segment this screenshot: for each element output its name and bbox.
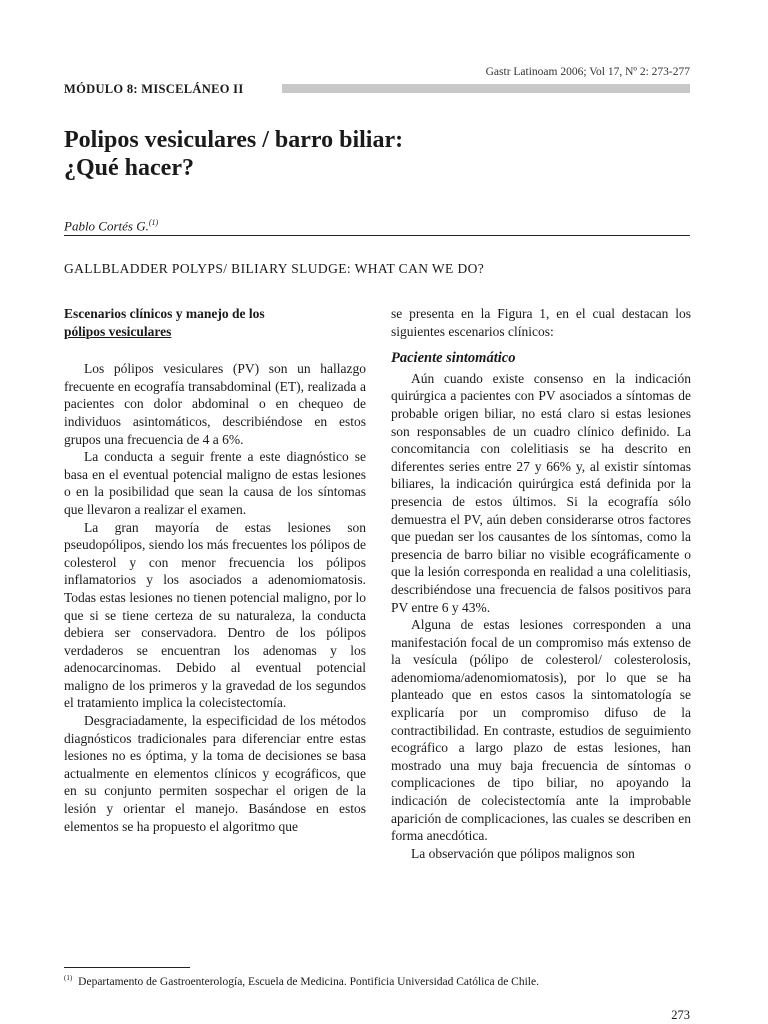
author-note-marker: (1) (148, 218, 159, 227)
module-banner (64, 82, 690, 98)
footnote-text: Departamento de Gastroenterología, Escuela de Medicina. Pontificia Universidad Católica de Chile. (78, 975, 539, 988)
paragraph: La conducta a seguir frente a este diagnóstico se basa en el eventual potencial maligno de estas lesiones o en la posibilidad que sean la causa de los síntomas que llevaron a realizar el examen. (64, 449, 366, 517)
author-name: Pablo Cortés G. (64, 218, 149, 234)
right-column (391, 305, 691, 862)
article-title (64, 126, 704, 182)
paragraph-continuation: se presenta en la Figura 1, en el cual destacan los siguientes escenarios clínicos: (391, 306, 691, 339)
english-title: GALLBLADDER POLYPS/ BILIARY SLUDGE: WHAT CAN WE DO? (64, 261, 485, 276)
module-bar (282, 84, 690, 93)
footnote-marker: (1) (64, 974, 73, 982)
left-column (64, 305, 366, 835)
page-number: 273 (671, 1008, 690, 1022)
article-title-line1: Polipos vesiculares / barro biliar: (64, 127, 404, 153)
paragraph: Aún cuando existe consenso en la indicación quirúrgica a pacientes con PV asociados a síntomas de probable origen biliar, no está claro si estas lesiones son responsables de un cuadro clínico definido. La concomitancia con colelitiasis se ha descrito en diferentes series entre 27 y 66% y, al existir síntomas biliares, la indicación quirúrgica está definida por la presencia de estos últimos. Si la ecografía sólo demuestra el PV, aún deben considerarse otros factores que puedan ser los causantes de los síntomas, como la presencia de barro biliar no visible ecográficamente o que la lesión corresponda en realidad a una colelitiasis, describiéndose una frecuencia de falsos positivos para PV entre 6 y 43%. (391, 370, 691, 615)
section-heading (64, 305, 366, 340)
paragraph: Los pólipos vesiculares (PV) son un hallazgo frecuente en ecografía transabdominal (ET), realizada a pacientes con dolor abdominal o en chequeo de individuos asintomáticos, describiéndose en estos grupos una frecuencia de 4 a 6%. (64, 361, 366, 447)
footnote-divider (64, 967, 190, 968)
author-line (64, 218, 158, 234)
paragraph: La gran mayoría de estas lesiones son pseudopólipos, siendo los más frecuentes los pólipos de colesterol y con menor frecuencia los pólipos inflamatorios y los asociados a adenomiomatosis. Todas estas lesiones no tienen potencial maligno, por lo que si se tiene certeza de su naturaleza, la conducta debiera ser conservadora. Dentro de los pólipos verdaderos se encuentran los adenomas y los adenocarcinomas. Debido al eventual potencial maligno de los primeros y la gravedad de los segundos el tratamiento implica la colecistectomía. (64, 519, 366, 711)
footnote (64, 974, 539, 988)
journal-citation: Gastr Latinoam 2006; Vol 17, Nº 2: 273-277 (485, 66, 690, 78)
article-title-line2: ¿Qué hacer? (64, 155, 194, 181)
module-label: MÓDULO 8: MISCELÁNEO II (64, 82, 249, 96)
section-heading-line2: pólipos vesiculares (64, 323, 172, 339)
paragraph: Desgraciadamente, la especificidad de los métodos diagnósticos tradicionales para diferenciar entre estas lesiones no es óptima, y la toma de decisiones se basa actualmente en elementos clínicos y ecográficos, que en su conjunto permiten sospechar el origen de la lesión y orientar el manejo. Basándose en estos elementos se ha propuesto el algoritmo que (64, 713, 366, 834)
subsection-heading: Paciente sintomático (391, 350, 516, 367)
paragraph: La observación que pólipos malignos son (411, 845, 635, 861)
author-divider (64, 235, 690, 236)
section-heading-line1: Escenarios clínicos y manejo de los (64, 306, 265, 321)
paragraph: Alguna de estas lesiones corresponden a una manifestación focal de un compromiso más extenso de la vesícula (pólipo de colesterol/ colesterolosis, adenomioma/adenomiomatosis), por lo que se ha planteado que en estos casos la sintomatología se explicaría por un compromiso difuso de la contractibilidad. En contraste, estudios de seguimiento ecográfico a largo plazo de estas lesiones, han mostrado una muy baja frecuencia de síntomas o complicaciones de tipo biliar, no apoyando la indicación de colecistectomía ante la improbable aparición de complicaciones, las cuales se describen en forma anecdótica. (391, 617, 691, 844)
